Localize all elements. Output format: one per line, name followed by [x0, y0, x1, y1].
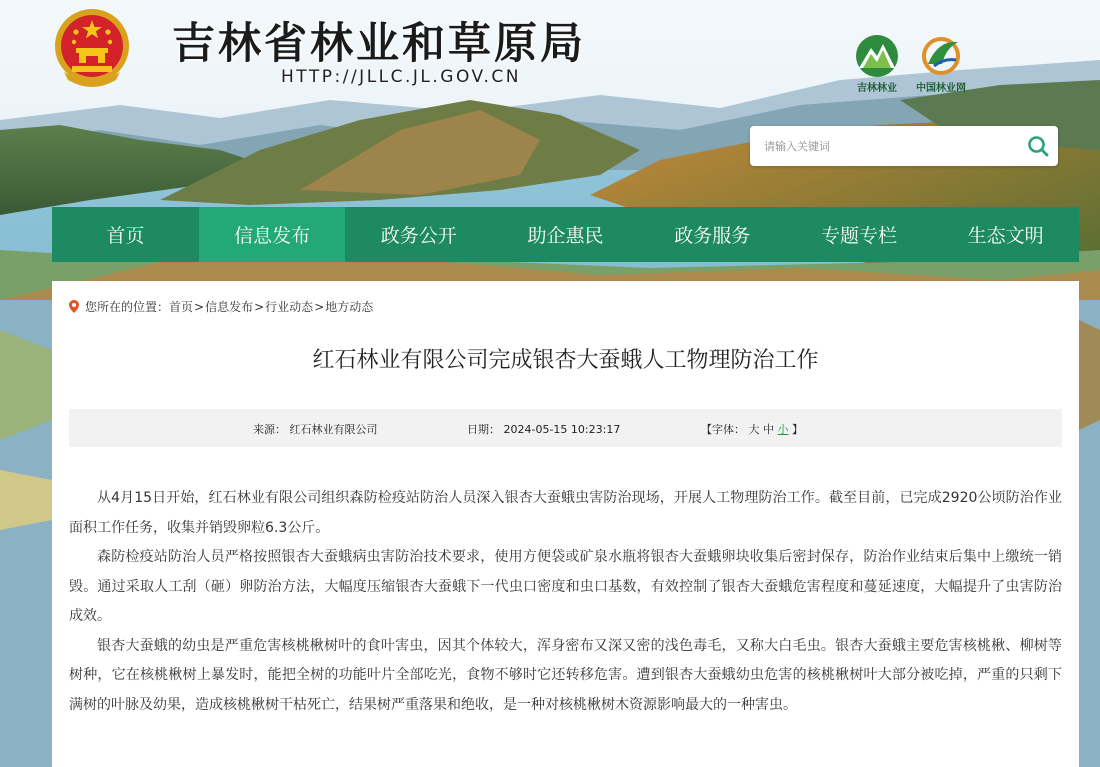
search-button[interactable] [1024, 132, 1052, 160]
jilin-forestry-logo[interactable] [846, 34, 908, 94]
article-panel [52, 281, 1079, 767]
breadcrumb-separator: > [254, 299, 265, 314]
china-forestry-net-logo[interactable] [910, 34, 972, 94]
breadcrumb-home[interactable]: 首页 [169, 300, 194, 314]
font-size-selector [701, 421, 803, 437]
article-paragraph: 森防检疫站防治人员严格按照银杏大蚕蛾病虫害防治技术要求，使用方便袋或矿泉水瓶将银杏大蚕蛾卵块收集后密封保存，防治作业结束后集中上缴统一销毁。通过采取人工刮（砸）卵防治方法，大幅度压缩银杏大蚕蛾下一代虫口密度和虫口基数，有效控制了银杏大蚕蛾危害程度和蔓延速度，大幅提升了虫害防治成效。 [69, 549, 1062, 624]
font-size-prefix: 【字体： [701, 423, 745, 436]
site-title: 吉林省林业和草原局 [172, 19, 586, 69]
article-title: 红石林业有限公司完成银杏大蚕蛾人工物理防治工作 [312, 348, 819, 373]
breadcrumb [69, 298, 373, 315]
font-size-medium[interactable]: 中 [763, 423, 774, 436]
jilin-forestry-caption: 吉林林业 [857, 83, 897, 94]
font-size-small[interactable]: 小 [777, 423, 789, 436]
source-label: 来源： [253, 423, 286, 436]
search-icon [1027, 135, 1049, 157]
nav-item-home[interactable]: 首页 [106, 225, 145, 247]
nav-item-special-topics[interactable]: 专题专栏 [820, 225, 897, 247]
nav-item-ecological-civilization[interactable]: 生态文明 [967, 225, 1044, 247]
nav-item-info-release[interactable]: 信息发布 [199, 207, 346, 262]
article-body [69, 484, 1062, 720]
source-value: 红石林业有限公司 [289, 423, 378, 436]
breadcrumb-prefix: 您所在的位置： [85, 300, 170, 314]
national-emblem-icon [52, 6, 132, 88]
date-value: 2024-05-15 10:23:17 [503, 423, 621, 436]
china-forestry-net-logo-icon [916, 34, 966, 78]
main-nav [52, 207, 1079, 262]
china-forestry-net-caption: 中国林业网 [916, 83, 966, 94]
breadcrumb-separator: > [194, 299, 205, 314]
source-field [253, 421, 378, 437]
nav-item-enterprise-support[interactable]: 助企惠民 [527, 225, 604, 247]
font-size-suffix: 】 [792, 423, 803, 436]
site-url: HTTP://JLLC.JL.GOV.CN [281, 67, 521, 87]
search-box [750, 126, 1058, 166]
date-field [467, 421, 620, 437]
location-pin-icon [69, 300, 79, 313]
date-label: 日期： [467, 423, 500, 436]
jilin-forestry-logo-icon [853, 34, 901, 78]
nav-item-government-services[interactable]: 政务服务 [674, 225, 751, 247]
breadcrumb-industry-news[interactable]: 行业动态 [265, 300, 314, 314]
font-size-large[interactable]: 大 [748, 423, 760, 436]
nav-item-government-affairs[interactable]: 政务公开 [380, 225, 457, 247]
search-input[interactable] [764, 134, 1014, 158]
breadcrumb-info-release[interactable]: 信息发布 [205, 300, 254, 314]
breadcrumb-separator: > [314, 299, 325, 314]
article-paragraph: 银杏大蚕蛾的幼虫是严重危害核桃楸树叶的食叶害虫，因其个体较大，浑身密布又深又密的浅色毒毛，又称大白毛虫。银杏大蚕蛾主要危害核桃楸、柳树等树种，它在核桃楸树上暴发时，能把全树的功能叶片全部吃光，食物不够时它还转移危害。遭到银杏大蚕蛾幼虫危害的核桃楸树叶大部分被吃掉，严重的只剩下满树的叶脉及幼果，造成核桃楸树干枯死亡，结果树严重落果和绝收，是一种对核桃楸树木资源影响最大的一种害虫。 [69, 637, 1062, 713]
article-meta-bar [69, 409, 1062, 447]
breadcrumb-local-news[interactable]: 地方动态 [325, 300, 374, 314]
article-paragraph: 从4月15日开始，红石林业有限公司组织森防检疫站防治人员深入银杏大蚕蛾虫害防治现场，开展人工物理防治工作。截至目前，已完成2920公顷防治作业面积工作任务，收集并销毁卵粒6.3公斤。 [69, 490, 1062, 536]
